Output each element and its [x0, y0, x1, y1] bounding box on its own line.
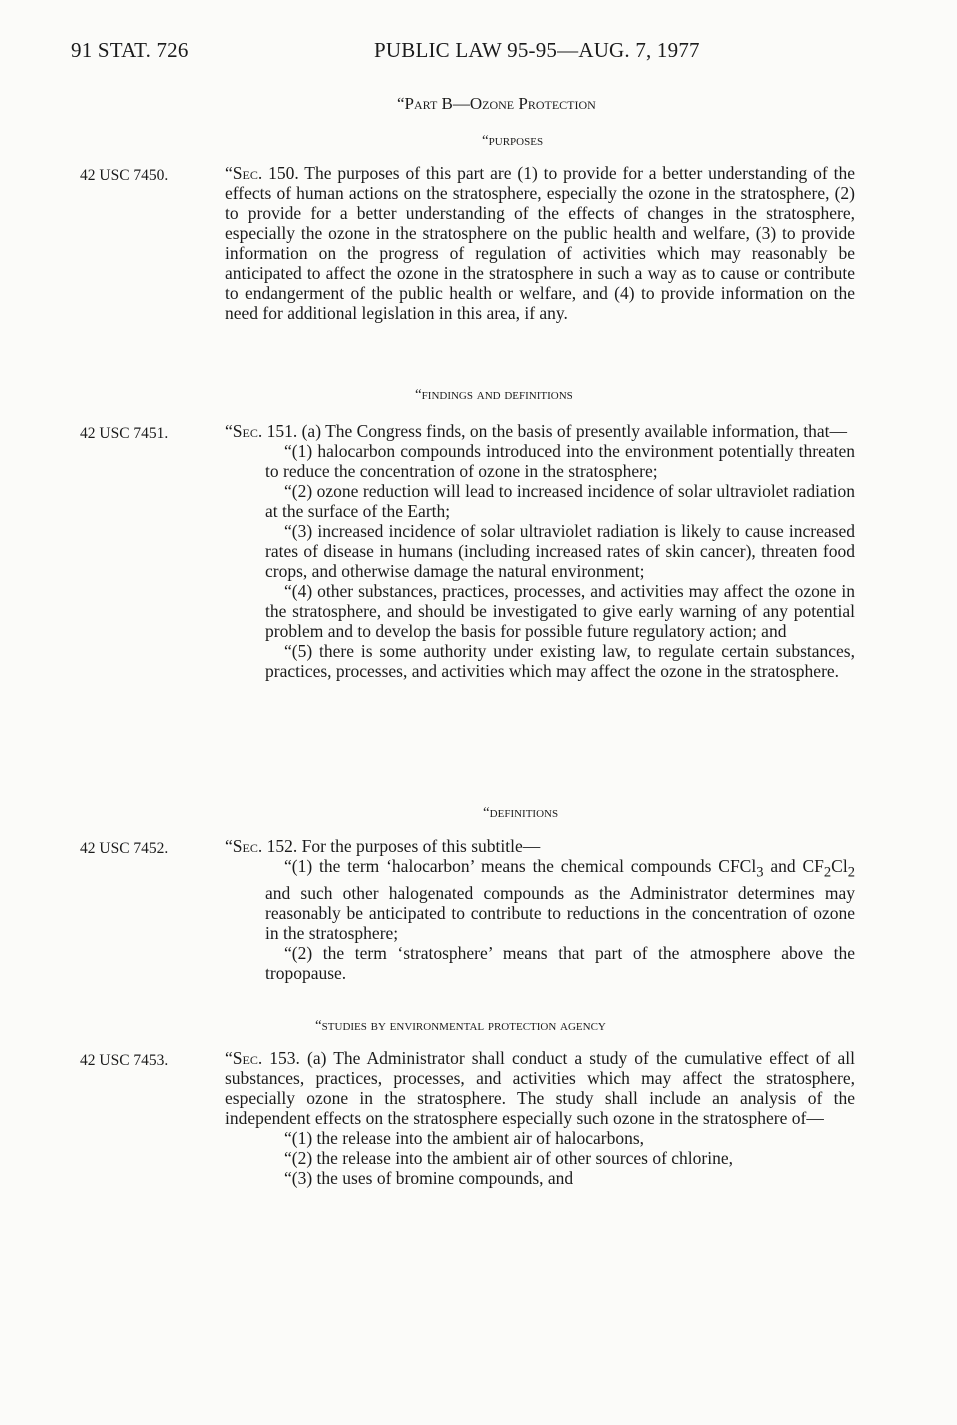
- finding-item: “(1) halocarbon compounds introduced into the environment potentially threaten to reduce the concentration of ozone in the stratosphere;: [265, 441, 855, 481]
- section-150-text: “Sec. 150. The purposes of this part are (1) to provide for a better understanding of the effects of human actions on the stratosphere, especially the ozone in the stratosphere, (2) to provide for a better understanding of the effects of changes in the stratosphere, especially the ozone in the stratosphere on the public health and welfare, (3) to provide information on the progress of regulation of activities which may reasonably be anticipated to affect the ozone in the stratosphere in such a way as to cause or contribute to endangerment of the public health or welfare, and (4) to provide information on the need for additional legislation in this area, if any.: [225, 163, 855, 323]
- finding-item: “(2) ozone reduction will lead to increased incidence of solar ultraviolet radiation at the surface of the Earth;: [265, 481, 855, 521]
- statute-page-number: 91 STAT. 726: [71, 38, 189, 62]
- part-heading: “Part B—Ozone Protection: [397, 94, 596, 113]
- finding-item: “(4) other substances, practices, processes, and activities may affect the ozone in the stratosphere, and should be investigated to give early warning of any potential problem and to develop the basis for possible future regulatory action; and: [265, 581, 855, 641]
- definition-item: “(2) the term ‘stratosphere’ means that part of the atmosphere above the tropopause.: [265, 942, 855, 983]
- section-151-intro: “Sec. 151. (a) The Congress finds, on the basis of presently available information, that—: [225, 421, 848, 441]
- usc-citation-7453: 42 USC 7453.: [80, 1052, 169, 1069]
- usc-citation-7450: 42 USC 7450.: [80, 167, 169, 184]
- usc-citation-7452: 42 USC 7452.: [80, 840, 169, 857]
- section-153-intro: “Sec. 153. (a) The Administrator shall conduct a study of the cumulative effect of all substances, practices, processes, and activities which may affect the stratosphere, especially ozone in the stratosphere. The study shall include an analysis of the independent effects on the stratosphere especially such ozone in the stratosphere of—: [225, 1048, 855, 1128]
- studies-heading: “studies by environmental protection agency: [315, 1018, 606, 1034]
- usc-citation-7451: 42 USC 7451.: [80, 425, 169, 442]
- section-label: “Sec.: [225, 1048, 263, 1068]
- section-150: [225, 163, 855, 323]
- study-item: “(3) the uses of bromine compounds, and: [284, 1168, 574, 1188]
- section-152: [225, 836, 855, 983]
- section-151: [225, 421, 855, 681]
- finding-item: “(3) increased incidence of solar ultraviolet radiation is likely to cause increased rates of disease in humans (including increased rates of skin cancer), threaten food crops, and otherwise damage the natural environment;: [265, 521, 855, 581]
- purposes-heading: “purposes: [482, 133, 544, 149]
- finding-item: “(5) there is some authority under existing law, to regulate certain substances, practices, processes, and activities which may affect the ozone in the stratosphere.: [265, 641, 855, 681]
- section-label: “Sec.: [225, 836, 263, 856]
- definitions-heading: “definitions: [483, 805, 559, 821]
- study-item: “(1) the release into the ambient air of halocarbons,: [284, 1128, 645, 1148]
- public-law-header: PUBLIC LAW 95-95—AUG. 7, 1977: [374, 38, 700, 62]
- section-153: [225, 1048, 855, 1188]
- findings-heading: “findings and definitions: [415, 387, 573, 403]
- section-152-intro: “Sec. 152. For the purposes of this subtitle—: [225, 836, 541, 856]
- section-label: “Sec.: [225, 163, 263, 183]
- section-label: “Sec.: [225, 421, 263, 441]
- study-item: “(2) the release into the ambient air of other sources of chlorine,: [284, 1148, 733, 1168]
- definition-item: “(1) the term ‘halocarbon’ means the chemical compounds CFCl$_3$ and $CF_2Cl_2$ and such other halogenated compounds as the Administrator determines may reasonably be anticipated to contribute to reductions in the concentration of ozone in the stratosphere;: [265, 856, 855, 943]
